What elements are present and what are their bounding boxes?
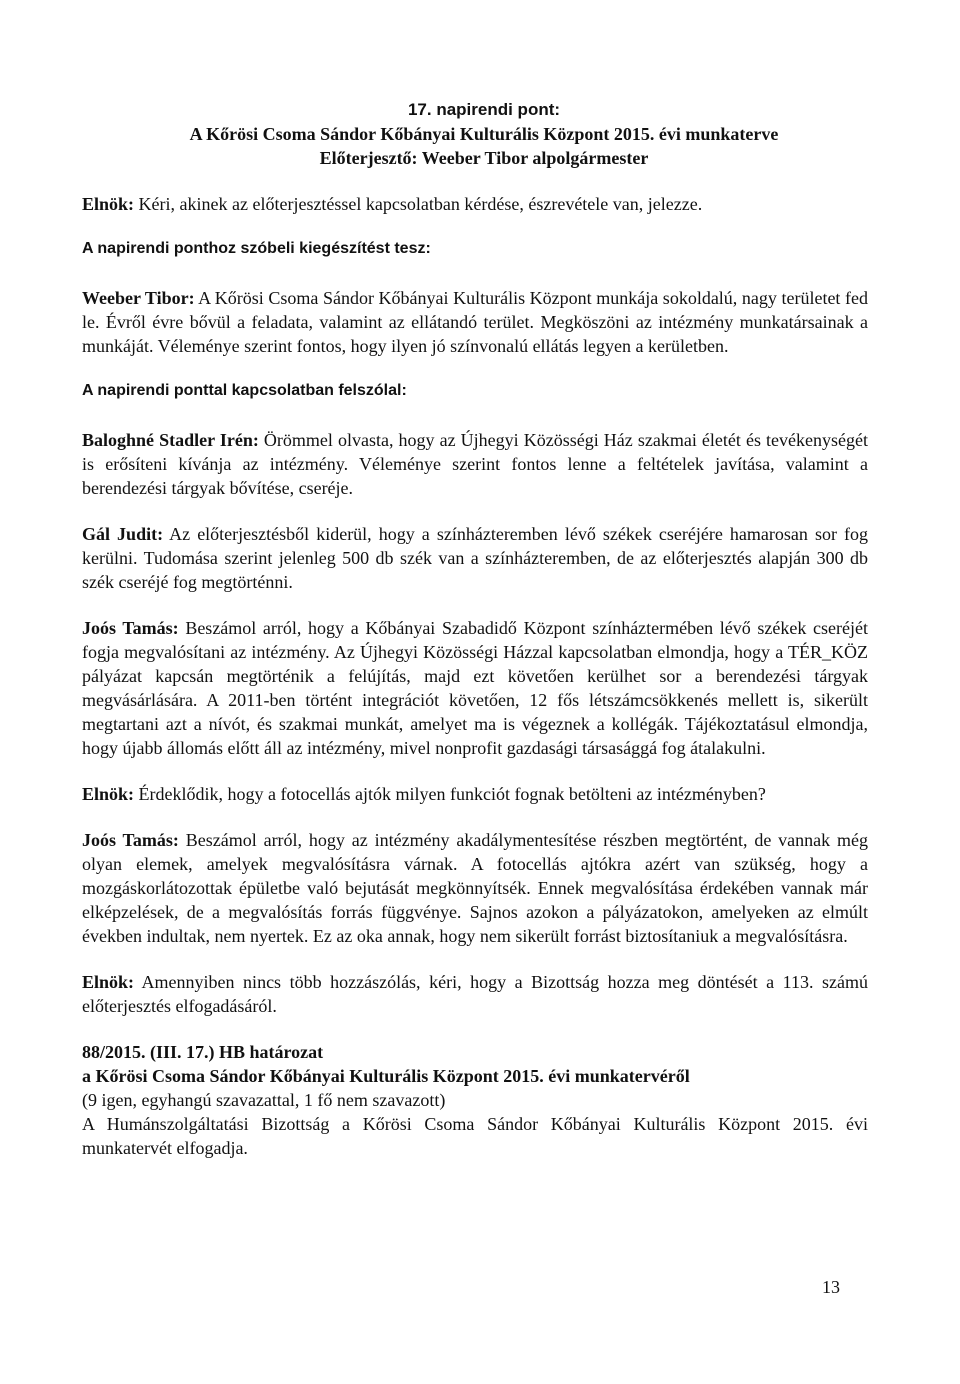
- paragraph-text: Beszámol arról, hogy az intézmény akadálymentesítése részben megtörtént, de vannak még olyan elemek, amelyek megvalósításra várnak. A fotocellás ajtókra azért van szükség, hogy a mozgáskorlátozottak épületbe való bejutását megkönnyítsék. Ennek megvalósítása érdekében vannak már elképzelések, de a megvalósítás forrás függvénye. Sajnos azokon a pályázatokon, amelyeken az elmúlt években indultak, nem nyertek. Ez az oka annak, hogy nem sikerült forrást biztosítaniuk a megvalósításra.: [82, 830, 869, 946]
- paragraph-weeber: [82, 286, 868, 358]
- speaker-name: Baloghné Stadler Irén:: [82, 430, 259, 450]
- paragraph-text: Beszámol arról, hogy a Kőbányai Szabadidő Központ színháztermében lévő székek cseréjét fogja megvalósítani az intézmény. Az Újhegyi Közösségi Házzal kapcsolatban elmondja, hogy a TÉR_KÖZ pályázat kapcsán megtörténik a felújítás, majd ezt követően kerülhet sor a berendezési tárgyak megvásárlására. A 2011-ben történt integrációt követően, 12 fős létszámcsökkenés mellett is, sikerült megtartani azt a nívót, és szakmai munkát, amelyet ma is végeznek a kollégák. Tájékoztatásul elmondja, hogy újabb állomás előtt áll az intézmény, mivel nonprofit gazdasági társasággá fog átalakulni.: [82, 618, 868, 758]
- agenda-item-number: 17. napirendi pont:: [407, 100, 561, 119]
- document-page: [82, 98, 868, 1160]
- speaker-name: Elnök:: [82, 784, 135, 804]
- resolution-vote: (9 igen, egyhangú szavazattal, 1 fő nem szavazott): [82, 1090, 446, 1110]
- section-heading-supplement: A napirendi ponthoz szóbeli kiegészítést tesz:: [82, 240, 431, 257]
- speaker-name: Gál Judit:: [82, 524, 164, 544]
- paragraph-text: Amennyiben nincs több hozzászólás, kéri, hogy a Bizottság hozza meg döntését a 113. számú előterjesztés elfogadásáról.: [82, 972, 868, 1016]
- agenda-item-title: A Kőrösi Csoma Sándor Kőbányai Kulturális Központ 2015. évi munkaterve: [189, 124, 779, 144]
- paragraph-joos-1: [82, 616, 868, 760]
- page-number: 13: [822, 1277, 840, 1297]
- paragraph-baloghne: [82, 428, 868, 500]
- paragraph-gal: [82, 522, 868, 594]
- resolution-title: a Kőrösi Csoma Sándor Kőbányai Kulturális Központ 2015. évi munkatervéről: [82, 1066, 690, 1086]
- resolution-number: 88/2015. (III. 17.) HB határozat: [82, 1042, 324, 1062]
- speaker-name: Weeber Tibor:: [82, 288, 195, 308]
- speaker-name: Elnök:: [82, 972, 135, 992]
- agenda-item-presenter: Előterjesztő: Weeber Tibor alpolgármester: [319, 148, 649, 168]
- agenda-header: [100, 98, 868, 170]
- paragraph-text: A Kőrösi Csoma Sándor Kőbányai Kulturális Központ munkája sokoldalú, nagy területet fed le. Évről évre bővül a feladata, valamint az ellátandó terület. Megköszöni az intézmény munkatársainak a munkáját. Véleménye szerint fontos, hogy ilyen jó színvonalú ellátás legyen a kerületben.: [82, 288, 868, 356]
- paragraph-text: Örömmel olvasta, hogy az Újhegyi Közösségi Ház szakmai életét és tevékenységét is erősíteni kívánja az intézmény. Véleménye szerint fontos lenne a feltételek javítása, valamint a berendezési tárgyak bővítése, cseréje.: [82, 430, 868, 498]
- paragraph-text: Az előterjesztésből kiderül, hogy a színházteremben lévő székek cseréjére hamarosan sor fog kerülni. Tudomása szerint jelenleg 500 db szék van a színházteremben, de az előterjesztés alapján 300 db szék cseréjé fog megtörténni.: [82, 524, 868, 592]
- paragraph-chair-question: [82, 782, 868, 806]
- paragraph-chair-closing: [82, 970, 868, 1018]
- resolution-text: A Humánszolgáltatási Bizottság a Kőrösi Csoma Sándor Kőbányai Kulturális Központ 2015. évi munkatervét elfogadja.: [82, 1114, 868, 1158]
- paragraph-text: Kéri, akinek az előterjesztéssel kapcsolatban kérdése, észrevétele van, jelezze.: [134, 194, 703, 214]
- speaker-name: Joós Tamás:: [82, 830, 179, 850]
- resolution-block: [82, 1040, 868, 1160]
- paragraph-text: Érdeklődik, hogy a fotocellás ajtók milyen funkciót fognak betölteni az intézményben?: [134, 784, 766, 804]
- paragraph-chair-intro: [82, 192, 868, 216]
- speaker-name: Elnök:: [82, 194, 135, 214]
- section-heading-comments: A napirendi ponttal kapcsolatban felszólal:: [82, 382, 407, 399]
- speaker-name: Joós Tamás:: [82, 618, 179, 638]
- paragraph-joos-2: [82, 828, 868, 948]
